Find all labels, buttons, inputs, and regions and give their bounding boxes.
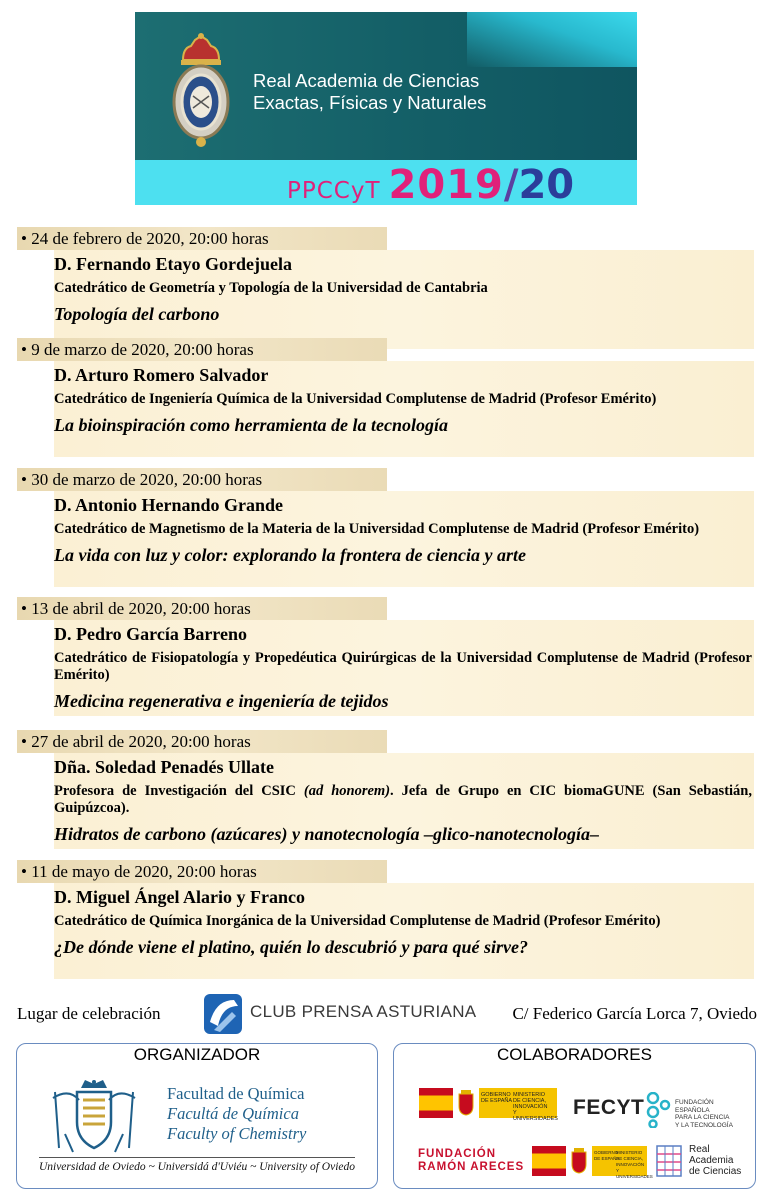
spain-coat-of-arms-icon bbox=[457, 1090, 475, 1116]
collaborators-box bbox=[393, 1043, 756, 1189]
event-details bbox=[54, 620, 754, 716]
faculty-name-es: Facultad de Química bbox=[167, 1084, 305, 1103]
fecyt-logo bbox=[573, 1092, 748, 1128]
fra-line2: RAMÓN ARECES bbox=[418, 1161, 525, 1173]
event-speaker: D. Arturo Romero Salvador bbox=[54, 365, 269, 385]
faculty-name-ast: Facultá de Química bbox=[167, 1104, 299, 1123]
event-speaker-role bbox=[54, 783, 754, 817]
fecyt-description: FUNDACIÓN ESPAÑOLA PARA LA CIENCIA Y LA TECNOLOGÍA bbox=[675, 1099, 733, 1129]
fundacion-ramon-areces-logo bbox=[418, 1148, 524, 1174]
academy-seal-icon bbox=[171, 30, 231, 150]
event-date: • 11 de mayo de 2020, 20:00 horas bbox=[17, 860, 387, 883]
faculty-name bbox=[167, 1084, 306, 1144]
program-year-separator: / bbox=[503, 162, 519, 205]
role-text-continued: . Jefa de Grupo en CIC biomaGUNE (San Sebastián, Guipúzcoa). bbox=[54, 783, 752, 816]
university-name-text: Universidad de Oviedo ~ Universidá d'Uviéu ~ University of Oviedo bbox=[38, 1161, 356, 1173]
club-prensa-logo bbox=[200, 992, 477, 1036]
event-date: • 24 de febrero de 2020, 20:00 horas bbox=[17, 227, 387, 250]
event-details bbox=[54, 883, 754, 979]
academy-name bbox=[253, 70, 486, 114]
club-prensa-mark-icon bbox=[200, 992, 246, 1036]
event-talk-title: ¿De dónde viene el platino, quién lo descubrió y para qué sirve? bbox=[54, 937, 528, 957]
event-speaker: D. Pedro García Barreno bbox=[54, 624, 247, 644]
event-details bbox=[54, 491, 754, 587]
organizer-box bbox=[16, 1043, 378, 1189]
event-talk-title: La vida con luz y color: explorando la frontera de ciencia y arte bbox=[54, 545, 526, 565]
program-title bbox=[287, 162, 574, 205]
real-academia-name: Real Academia de Ciencias bbox=[689, 1144, 742, 1177]
club-prensa-name: CLUB PRENSA ASTURIANA bbox=[250, 1002, 477, 1021]
fecyt-molecule-icon bbox=[645, 1092, 673, 1128]
university-crest-icon bbox=[49, 1078, 139, 1154]
event-speaker-role: Catedrático de Magnetismo de la Materia de la Universidad Complutense de Madrid (Profesor Emérito) bbox=[54, 521, 700, 537]
role-text: Profesora de Investigación del CSIC bbox=[54, 783, 304, 799]
gobierno-label: GOBIERNO DE ESPAÑA bbox=[481, 1092, 513, 1104]
academy-name-line2: Exactas, Físicas y Naturales bbox=[253, 92, 487, 113]
academy-name-line1: Real Academia de Ciencias bbox=[253, 70, 480, 91]
event-details bbox=[54, 361, 754, 457]
event-details bbox=[54, 250, 754, 349]
event-speaker: Dña. Soledad Penadés Ullate bbox=[54, 757, 275, 777]
event-talk-title: La bioinspiración como herramienta de la tecnología bbox=[54, 415, 449, 435]
venue-label: Lugar de celebración bbox=[17, 1004, 161, 1023]
event-date: • 13 de abril de 2020, 20:00 horas bbox=[17, 597, 387, 620]
event-talk-title: Topología del carbono bbox=[54, 304, 220, 324]
event-talk-title: Medicina regenerativa e ingeniería de tejidos bbox=[54, 691, 389, 711]
real-academia-mark-icon bbox=[656, 1144, 682, 1178]
event-speaker: D. Antonio Hernando Grande bbox=[54, 495, 284, 515]
venue-row bbox=[17, 1000, 757, 1030]
faculty-name-en: Faculty of Chemistry bbox=[167, 1124, 307, 1143]
organizer-heading: ORGANIZADOR bbox=[133, 1045, 261, 1064]
spain-coat-of-arms-icon bbox=[570, 1148, 588, 1174]
event-speaker-role: Catedrático de Química Inorgánica de la Universidad Complutense de Madrid (Profesor Emérito) bbox=[54, 913, 661, 929]
event-speaker-role: Catedrático de Fisiopatología y Propedéutica Quirúrgicas de la Universidad Complutense de Madrid (Profesor Emérito) bbox=[54, 650, 752, 683]
gobierno-ministerio-logo-2 bbox=[532, 1146, 653, 1179]
event-speaker: D. Fernando Etayo Gordejuela bbox=[54, 254, 292, 274]
gobierno-ministerio-logo bbox=[419, 1088, 558, 1122]
program-year-start: 2019 bbox=[388, 162, 504, 205]
fra-line1: FUNDACIÓN bbox=[418, 1148, 496, 1160]
academy-banner bbox=[135, 12, 637, 205]
program-year-end: 20 bbox=[518, 162, 575, 205]
real-academia-logo bbox=[656, 1144, 751, 1178]
collaborators-heading: COLABORADORES bbox=[497, 1045, 652, 1064]
event-speaker-role: Catedrático de Ingeniería Química de la Universidad Complutense de Madrid (Profesor Emérito) bbox=[54, 391, 657, 407]
ministerio-label: MINISTERIO DE CIENCIA, INNOVACIÓN Y UNIVERSIDADES bbox=[616, 1150, 653, 1179]
university-name bbox=[17, 1161, 377, 1173]
event-date: • 27 de abril de 2020, 20:00 horas bbox=[17, 730, 387, 753]
event-details bbox=[54, 753, 754, 849]
venue-address: C/ Federico García Lorca 7, Oviedo bbox=[512, 1004, 757, 1023]
event-talk-title: Hidratos de carbono (azúcares) y nanotecnología –glico-nanotecnología– bbox=[54, 824, 600, 844]
spain-flag-icon bbox=[532, 1146, 566, 1176]
spain-flag-icon bbox=[419, 1088, 453, 1118]
role-honorific: (ad honorem) bbox=[303, 783, 391, 799]
gobierno-label: GOBIERNO DE ESPAÑA bbox=[594, 1150, 620, 1161]
ministerio-label: MINISTERIO DE CIENCIA, INNOVACIÓN Y UNIVERSIDADES bbox=[513, 1092, 558, 1122]
program-acronym: PPCCyT bbox=[287, 178, 381, 204]
event-date: • 30 de marzo de 2020, 20:00 horas bbox=[17, 468, 387, 491]
event-speaker: D. Miguel Ángel Alario y Franco bbox=[54, 887, 305, 907]
event-date: • 9 de marzo de 2020, 20:00 horas bbox=[17, 338, 387, 361]
fecyt-name: FECYT bbox=[573, 1096, 645, 1119]
event-speaker-role: Catedrático de Geometría y Topología de la Universidad de Cantabria bbox=[54, 280, 488, 296]
organizer-divider bbox=[39, 1157, 355, 1158]
